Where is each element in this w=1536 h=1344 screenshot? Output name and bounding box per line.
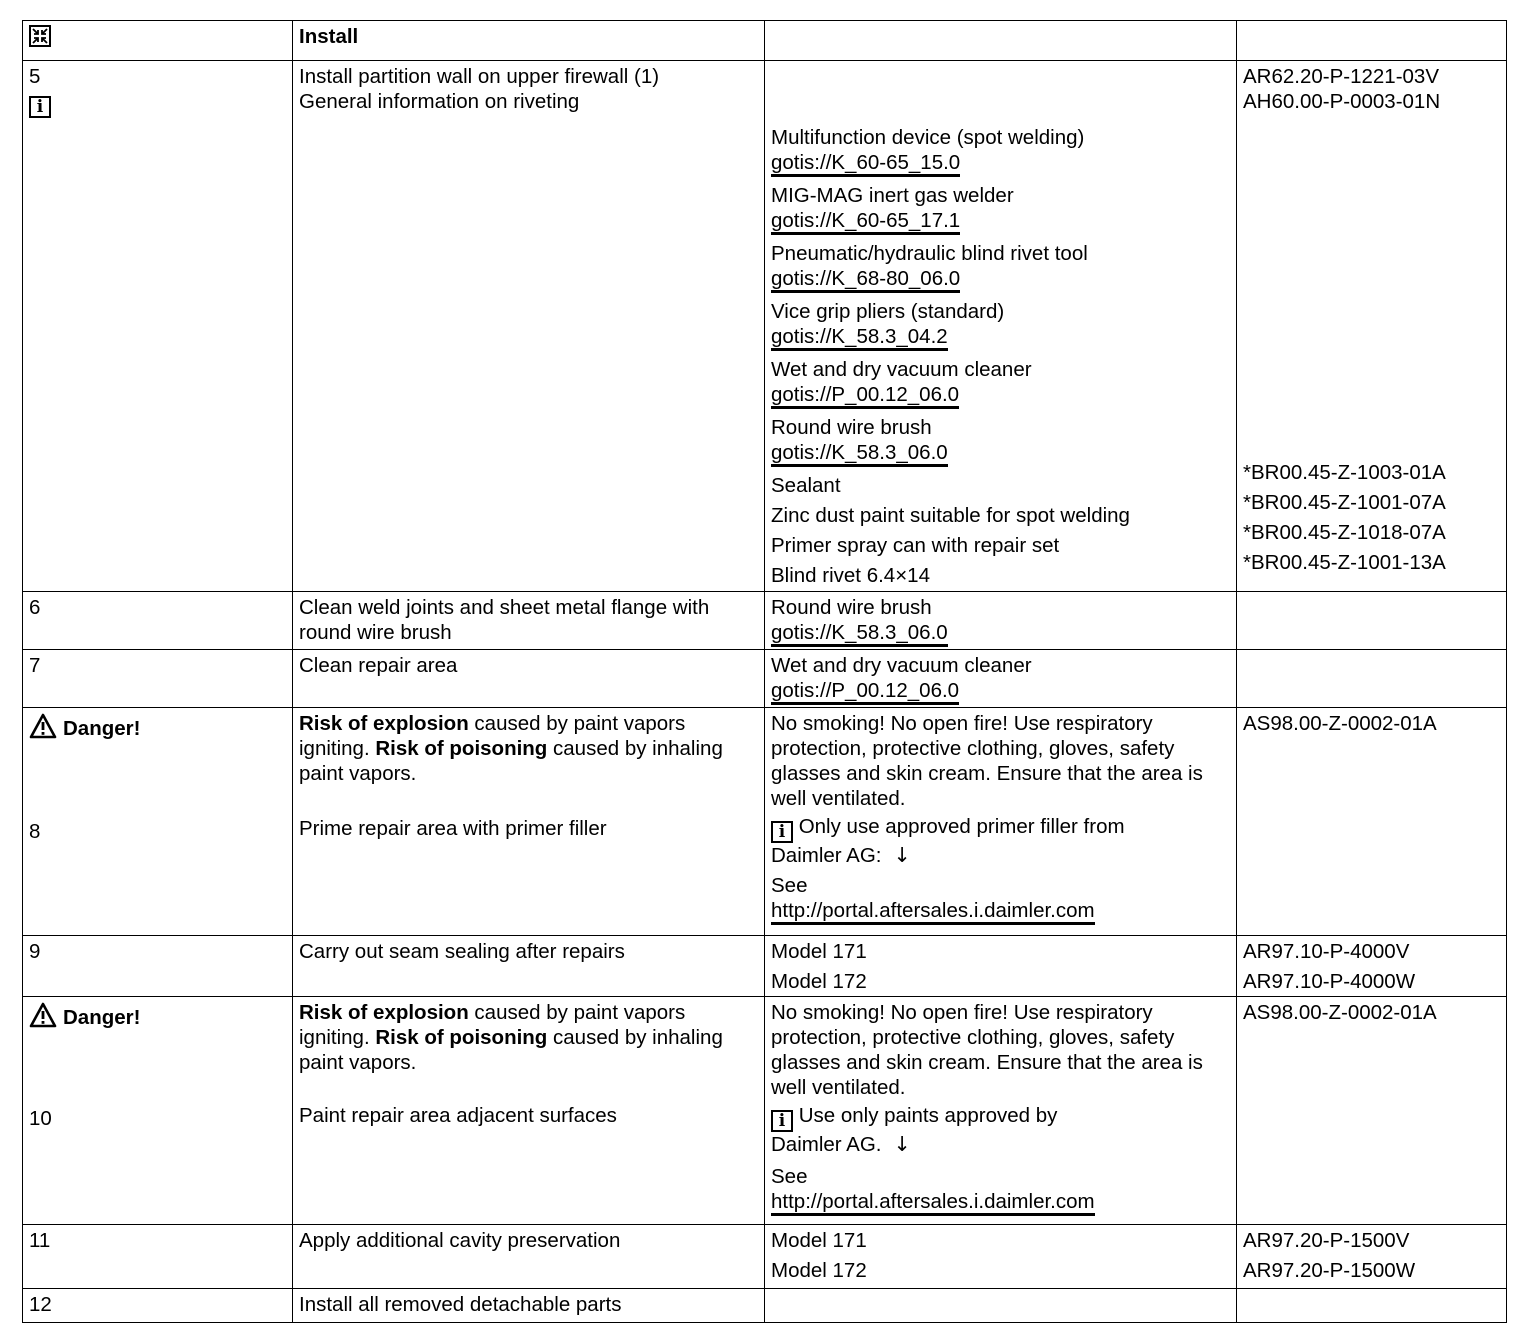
portal-link[interactable]: http://portal.aftersales.i.daimler.com: [771, 1191, 1095, 1216]
doc-reference[interactable]: AR97.20-P-1500W: [1243, 1259, 1416, 1282]
doc-reference[interactable]: AR97.10-P-4000V: [1243, 940, 1410, 963]
danger-label: Danger!: [63, 717, 141, 740]
warning-triangle-icon: [29, 713, 57, 739]
tool-link[interactable]: gotis://K_58.3_06.0: [771, 442, 948, 467]
doc-reference[interactable]: AR97.10-P-4000W: [1243, 970, 1416, 993]
step-number: 9: [29, 940, 41, 963]
note-text: Daimler AG.: [771, 1133, 882, 1156]
step-action: Prime repair area with primer filler: [299, 817, 607, 840]
tool-name: Round wire brush: [771, 596, 932, 619]
doc-reference[interactable]: AH60.00-P-0003-01N: [1243, 90, 1441, 113]
tool-item: [771, 241, 1230, 293]
step-action: Install partition wall on upper firewall (1): [299, 65, 660, 88]
tool-name: Vice grip pliers (standard): [771, 300, 1005, 323]
info-icon: i: [771, 1110, 793, 1132]
danger-label: Danger!: [63, 1006, 141, 1029]
tool-link[interactable]: gotis://K_60-65_17.1: [771, 210, 960, 235]
material-name: Primer spray can with repair set: [771, 534, 1060, 557]
danger-text: Risk of explosion caused by paint vapors igniting. Risk of poisoning caused by inhaling paint vapors.: [299, 1001, 723, 1074]
procedure-table: [22, 20, 1507, 1323]
install-symbol-icon: [29, 25, 51, 47]
step-action: General information on riveting: [299, 90, 580, 113]
material-name: Sealant: [771, 474, 841, 497]
tool-link[interactable]: gotis://K_60-65_15.0: [771, 152, 960, 177]
danger-row-step-8: [23, 708, 1507, 936]
tool-item: [771, 183, 1230, 235]
step-row-12: [23, 1289, 1507, 1323]
step-row-9: [23, 936, 1507, 997]
install-heading: Install: [299, 25, 359, 48]
note-text: Daimler AG:: [771, 844, 882, 867]
arrow-down-icon: ↓: [893, 843, 911, 867]
step-number: 12: [29, 1293, 52, 1316]
note-text: Use only paints approved by: [798, 1104, 1058, 1127]
step-number: 5: [29, 65, 41, 88]
tool-name: Wet and dry vacuum cleaner: [771, 654, 1032, 677]
material-name: Blind rivet 6.4×14: [771, 564, 930, 587]
tool-name: Wet and dry vacuum cleaner: [771, 358, 1032, 381]
material-reference[interactable]: *BR00.45-Z-1001-13A: [1243, 551, 1446, 574]
install-header-row: [23, 21, 1507, 61]
info-icon: i: [771, 821, 793, 843]
tool-link[interactable]: gotis://K_68-80_06.0: [771, 268, 960, 293]
step-action: Paint repair area adjacent surfaces: [299, 1104, 617, 1127]
step-action: Apply additional cavity preservation: [299, 1229, 621, 1252]
material-name: Zinc dust paint suitable for spot welding: [771, 504, 1130, 527]
step-number: 11: [29, 1229, 51, 1252]
step-action: Clean repair area: [299, 654, 458, 677]
arrow-down-icon: ↓: [893, 1132, 911, 1156]
step-number: 6: [29, 596, 41, 619]
precaution-text: No smoking! No open fire! Use respiratory protection, protective clothing, gloves, safety glasses and skin cream. Ensure that the area is well ventilated.: [771, 1001, 1203, 1099]
doc-reference[interactable]: AS98.00-Z-0002-01A: [1243, 712, 1437, 735]
warning-triangle-icon: [29, 1002, 57, 1028]
model-name: Model 171: [771, 940, 867, 963]
tool-name: Multifunction device (spot welding): [771, 126, 1085, 149]
tool-name: MIG-MAG inert gas welder: [771, 184, 1014, 207]
step-action: Carry out seam sealing after repairs: [299, 940, 625, 963]
see-label: See: [771, 1165, 808, 1188]
step-number: 8: [29, 820, 41, 843]
tool-item: [771, 299, 1230, 351]
doc-reference[interactable]: AR62.20-P-1221-03V: [1243, 65, 1440, 88]
material-reference[interactable]: *BR00.45-Z-1003-01A: [1243, 461, 1446, 484]
step-row-7: [23, 650, 1507, 708]
doc-reference[interactable]: AS98.00-Z-0002-01A: [1243, 1001, 1437, 1024]
material-reference[interactable]: *BR00.45-Z-1018-07A: [1243, 521, 1446, 544]
doc-reference[interactable]: AR97.20-P-1500V: [1243, 1229, 1410, 1252]
danger-row-step-10: [23, 997, 1507, 1225]
note-text: Only use approved primer filler from: [798, 815, 1125, 838]
tool-name: Round wire brush: [771, 416, 932, 439]
tool-item: [771, 415, 1230, 467]
model-name: Model 171: [771, 1229, 867, 1252]
step-action: Clean weld joints and sheet metal flange with round wire brush: [299, 596, 710, 644]
step-row-11: [23, 1225, 1507, 1289]
info-icon: i: [29, 96, 51, 118]
step-action: Install all removed detachable parts: [299, 1293, 622, 1316]
tool-link[interactable]: gotis://K_58.3_04.2: [771, 326, 948, 351]
step-row-6: [23, 592, 1507, 650]
portal-link[interactable]: http://portal.aftersales.i.daimler.com: [771, 900, 1095, 925]
step-number: 7: [29, 654, 41, 677]
tool-link[interactable]: gotis://P_00.12_06.0: [771, 384, 959, 409]
step-row-5: [23, 61, 1507, 592]
model-name: Model 172: [771, 970, 867, 993]
tool-item: [771, 125, 1230, 177]
model-name: Model 172: [771, 1259, 867, 1282]
tool-name: Pneumatic/hydraulic blind rivet tool: [771, 242, 1088, 265]
step-number: 10: [29, 1107, 52, 1130]
precaution-text: No smoking! No open fire! Use respiratory protection, protective clothing, gloves, safety glasses and skin cream. Ensure that the area is well ventilated.: [771, 712, 1203, 810]
tool-link[interactable]: gotis://P_00.12_06.0: [771, 680, 959, 705]
see-label: See: [771, 874, 808, 897]
material-reference[interactable]: *BR00.45-Z-1001-07A: [1243, 491, 1446, 514]
danger-text: Risk of explosion caused by paint vapors igniting. Risk of poisoning caused by inhaling paint vapors.: [299, 712, 723, 785]
tool-link[interactable]: gotis://K_58.3_06.0: [771, 622, 948, 647]
tool-item: [771, 357, 1230, 409]
